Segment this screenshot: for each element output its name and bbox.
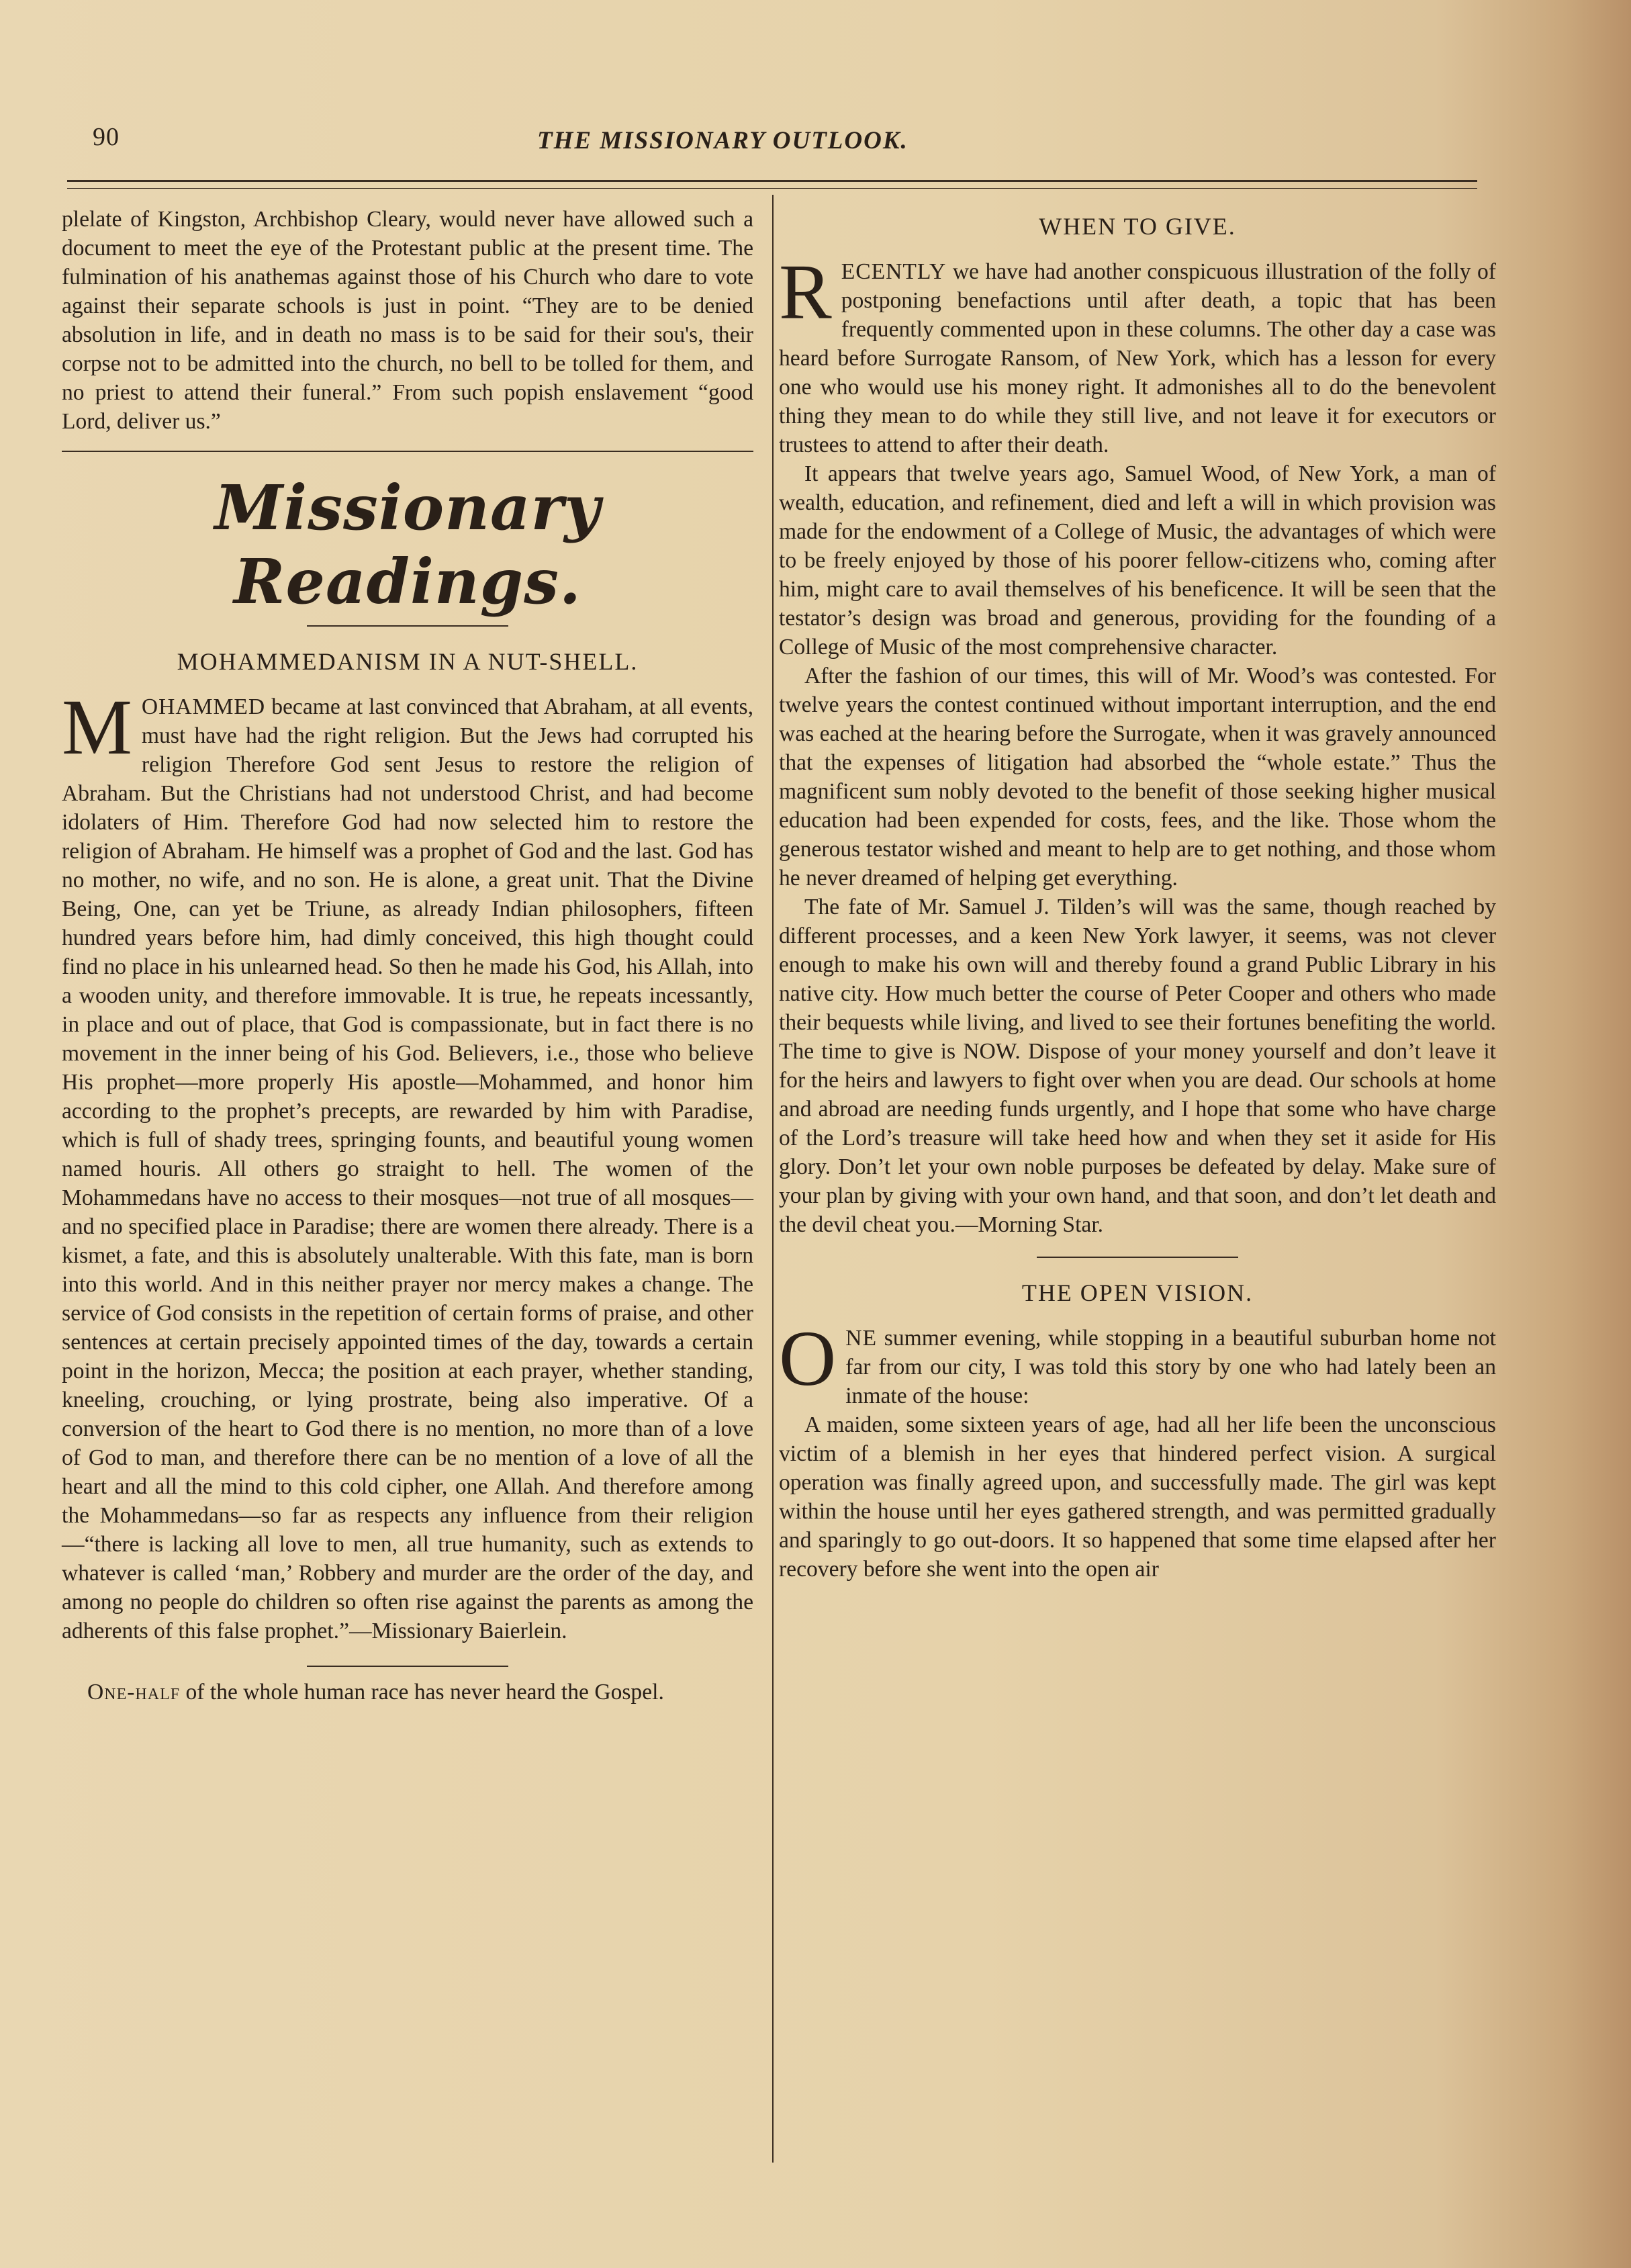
- paragraph: The fate of Mr. Samuel J. Tilden’s will was the same, though reached by different processes, and a keen New York lawyer, it seems, was not clever enough to make his own will and thereby found a grand Public Library in his native city. How much better the course of Peter Cooper and others who made their bequests while living, and lived to see their fortunes benefiting the world. The time to give is NOW. Dispose of your money yourself and don’t leave it for the heirs and lawyers to fight over when you are dead. Our schools at home and abroad are needing funds urgently, and I hope that some who have charge of the Lord’s treasure will take heed how and when they set it aside for His glory. Don’t let your own noble purposes be defeated by delay. Make sure of your plan by giving with your own hand, and that soon, and don’t let death and the devil cheat you.—Morning Star.: [779, 895, 1496, 1237]
- left-column: [62, 205, 753, 1707]
- paragraph-text: summer evening, while stopping in a beautiful suburban home not far from our city, I was told this story by one who had lately been an inmate of the house:: [845, 1326, 1496, 1408]
- paragraph-text: we have had another conspicuous illustration of the folly of postponing benefactions until after death, a topic that has been frequently commented upon in these columns. The other day a case was heard before Surrogate Ransom, of New York, which has a lesson for every one who would use his money right. It admonishes all to do the benevolent thing they mean to do while they still live, and not leave it for executors or trustees to attend to after their death.: [779, 259, 1496, 457]
- footnote-text: [62, 1678, 753, 1707]
- footnote-body: of the whole human race has never heard the Gospel.: [185, 1680, 664, 1705]
- paragraph: After the fashion of our times, this will of Mr. Wood’s was contested. For twelve years the contest continued without important interruption, and the end was eached at the hearing before the Surrogate, when it was gravely announced that the expenses of litigation had absorbed the “whole estate.” Thus the magnificent sum nobly devoted to the benefit of those seeking higher musical education had been expended for costs, fees, and the like. Those whom the generous testator wished and meant to help are to get nothing, and those whom he never dreamed of helping get everything.: [779, 664, 1496, 891]
- lead-caps: ECENTLY: [841, 259, 947, 284]
- paragraph: [779, 1314, 1496, 1410]
- article-text: became at last convinced that Abraham, at all events, must have had the right religion. But the Jews had corrupted his religion Therefore God sent Jesus to restore the religion of Abraham. But the Christians had not understood Christ, and had become idolaters of Him. Therefore God had now selected him to restore the religion of Abraham. He himself was a prophet of God and the last. God has no mother, no wife, and no son. He is alone, a great unit. That the Divine Being, One, can yet be Triune, as already Indian philosophers, fifteen hundred years before him, had dimly conceived, this high thought could find no place in his unlearned head. So then he made his God, his Allah, into a wooden unity, and therefore immovable. It is true, he repeats incessantly, in place and out of place, that God is compassionate, but in fact there is no movement in the inner being of his God. Believers, i.e., those who believe His prophet—more properly His apostle—Mohammed, and honor him according to the prophet’s precepts, are rewarded by him with Paradise, which is full of shady trees, springing founts, and beautiful young women named houris. All others go straight to hell. The women of the Mohammedans have no access to their mosques—not true of all mosques—and no specified place in Paradise; there are women there already. There is a kismet, a fate, and this is absolutely unalterable. With this fate, man is born into this world. And in this neither prayer nor mercy makes a change. The service of God consists in the repetition of certain forms of praise, and other sentences at certain precisely appointed times of the day, towards a certain point in the horizon, Mecca; the position at each prayer, whether standing, kneeling, crouching, or lying prostrate, being also imperative. Of a conversion of the heart to God there is no mention, no more than of a love of God to man, and therefore there can be no mention of a love of all the heart and all the mind to this cold cipher, one Allah. And therefore among the Mohammedans—so far as respects any influence from their religion—“there is lacking all love to men, all true humanity, such as extends to whatever is called ‘man,’ Robbery and murder are the order of the day, and among no people do children so often rise against the parents as among the adherents of this false prophet.”—Missionary Baierlein.: [62, 694, 753, 1643]
- short-rule: [1037, 1257, 1238, 1258]
- running-title: THE MISSIONARY OUTLOOK.: [537, 127, 908, 154]
- lead-caps: OHAMMED: [141, 694, 266, 719]
- footnote: [62, 1666, 753, 1707]
- short-rule: [307, 1666, 508, 1667]
- article-title: MOHAMMEDANISM IN A NUT-SHELL.: [177, 648, 639, 675]
- lead-caps: NE: [845, 1326, 877, 1351]
- right-column: [779, 205, 1496, 1584]
- header-rule-thin: [67, 188, 1477, 189]
- short-rule: [307, 625, 508, 627]
- drop-cap: M: [62, 683, 132, 771]
- page-number: 90: [93, 123, 120, 151]
- paragraph: It appears that twelve years ago, Samuel Wood, of New York, a man of wealth, education, and refinement, died and left a will in which provision was made for the endowment of a College of Music, the advantages of which were to be freely enjoyed by those of his poorer fellow-citizens who, coming after him, might care to avail themselves of his beneficence. It will be seen that the testator’s design was broad and generous, providing for the founding of a College of Music of the most comprehensive character.: [779, 461, 1496, 660]
- drop-cap: O: [779, 1314, 837, 1402]
- column-divider: [772, 195, 774, 2163]
- header-rule: [67, 180, 1477, 182]
- paragraph: [779, 248, 1496, 459]
- section-heading: Missionary Readings.: [214, 471, 601, 618]
- paragraph: A maiden, some sixteen years of age, had all her life been the unconscious victim of a blemish in her eyes that hindered perfect vision. A surgical operation was finally agreed upon, and successfully made. The girl was kept within the house until her eyes gathered strength, and was permitted gradually and sparingly to go out-doors. It so happened that some time elapsed after her recovery before she went into the open air: [779, 1412, 1496, 1582]
- continued-text: plelate of Kingston, Archbishop Cleary, would never have allowed such a document to meet the eye of the Protestant public at the present time. The fulmination of his anathemas against those of his Church who dare to vote against their separate schools is just in point. “They are to be denied absolution in life, and in death no mass is to be said for their sou's, their corpse not to be admitted into the church, no bell to be tolled for them, and no priest to attend their funeral.” From such popish enslavement “good Lord, deliver us.”: [62, 207, 753, 434]
- drop-cap: R: [779, 248, 832, 336]
- article-title: THE OPEN VISION.: [1021, 1279, 1254, 1306]
- footnote-lead: One-half: [87, 1680, 181, 1705]
- section-divider: [62, 451, 753, 452]
- article-title: WHEN TO GIVE.: [1039, 213, 1236, 240]
- article-body: [62, 683, 753, 1645]
